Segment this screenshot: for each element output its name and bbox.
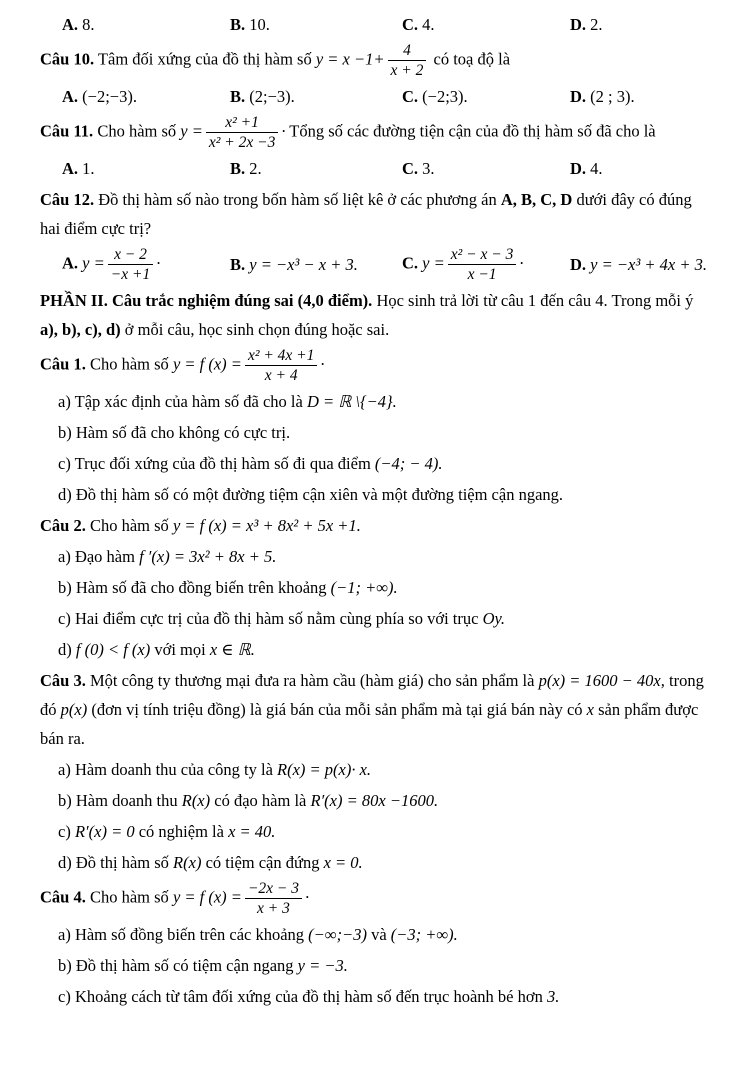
- option-label: A.: [62, 87, 79, 106]
- c2-item-b: [40, 573, 715, 602]
- c1-item-c: [40, 449, 715, 478]
- part2-items-bold: a), b), c), d): [40, 320, 121, 339]
- math-expr: (−3; +∞).: [390, 925, 458, 944]
- option-value: 2.: [249, 159, 262, 178]
- math-expr: y =: [82, 253, 105, 273]
- question-label: Câu 4.: [40, 887, 86, 907]
- frac-numerator: −2x − 3: [245, 879, 302, 899]
- question-text: Đồ thị hàm số nào trong bốn hàm số liệt kê ở các phương án: [98, 190, 497, 209]
- option-a: [62, 10, 230, 39]
- item-text: d): [58, 640, 72, 659]
- math-expr: (−∞;−3): [308, 925, 367, 944]
- option-c: [402, 82, 570, 111]
- math-expr: y = f (x) =: [172, 354, 242, 374]
- math-expr: y = −x³ + 4x + 3.: [590, 255, 708, 274]
- question-text: trong đó: [40, 671, 704, 719]
- math-expr: ·: [320, 354, 325, 374]
- math-expr: ·: [519, 253, 524, 273]
- math-expr: x = 40.: [228, 822, 276, 841]
- option-label: B.: [230, 15, 246, 34]
- option-label: D.: [570, 15, 587, 34]
- option-label: D.: [570, 255, 587, 274]
- c1-item-b: [40, 418, 715, 447]
- item-text: b) Hàm số đã cho không có cực trị.: [58, 423, 291, 442]
- question-text-bold: A, B, C, D: [500, 190, 573, 209]
- option-value: (−2;−3).: [82, 87, 137, 106]
- c3-item-c: [40, 817, 715, 846]
- math-expr: ·: [281, 121, 286, 141]
- question-label: Câu 11.: [40, 121, 94, 141]
- frac-numerator: x² − x − 3: [448, 245, 517, 265]
- question-label: Câu 3.: [40, 671, 86, 690]
- option-a: [62, 245, 230, 284]
- question-c2: [40, 511, 715, 540]
- question-12: [40, 185, 715, 243]
- answer-row-q10: [40, 82, 715, 111]
- option-label: B.: [230, 87, 246, 106]
- option-value: 1.: [82, 159, 95, 178]
- item-text: a) Hàm số đồng biến trên các khoảng: [58, 925, 305, 944]
- math-expr: R′(x) = 80x −1600.: [310, 791, 439, 810]
- item-text: d) Đồ thị hàm số có một đường tiệm cận xiên và một đường tiệm cận ngang.: [58, 485, 564, 504]
- option-label: C.: [402, 15, 419, 34]
- fraction: [245, 346, 317, 385]
- question-text: có toạ độ là: [433, 49, 511, 69]
- math-expr: D = ℝ \{−4}.: [306, 392, 397, 411]
- question-c4: [40, 879, 715, 918]
- option-label: C.: [402, 87, 419, 106]
- math-expr: y = f (x) = x³ + 8x² + 5x +1.: [172, 516, 361, 535]
- math-expr: y =: [422, 253, 445, 273]
- answer-row-q11: [40, 154, 715, 183]
- frac-numerator: x² +1: [206, 113, 278, 133]
- c4-item-a: [40, 920, 715, 949]
- math-expr: ·: [305, 887, 310, 907]
- option-d: [570, 10, 715, 39]
- question-text: Cho hàm số: [89, 516, 169, 535]
- math-expr: y = x −1+: [315, 49, 385, 69]
- option-a: [62, 82, 230, 111]
- item-text: d) Đồ thị hàm số: [58, 853, 169, 872]
- question-10: [40, 41, 715, 80]
- math-expr: x: [586, 700, 594, 719]
- math-expr: R′(x) = 0: [74, 822, 135, 841]
- option-label: C.: [402, 159, 419, 178]
- question-text: Cho hàm số: [89, 887, 169, 907]
- fraction: [448, 245, 517, 284]
- option-b: [230, 250, 402, 279]
- frac-denominator: x + 2: [390, 62, 424, 79]
- math-expr: (−4; − 4).: [374, 454, 443, 473]
- c2-item-a: [40, 542, 715, 571]
- option-value: 4.: [422, 15, 435, 34]
- question-text: (đơn vị tính triệu đồng) là giá bán của mỗi sản phẩm mà tại giá bán này có: [91, 700, 583, 719]
- frac-numerator: x − 2: [108, 245, 153, 265]
- question-text: Tổng số các đường tiện cận của đồ thị hàm số đã cho là: [289, 121, 656, 141]
- item-text: có đạo hàm là: [214, 791, 307, 810]
- item-text: và: [371, 925, 387, 944]
- frac-numerator: 4: [388, 41, 427, 61]
- option-label: B.: [230, 255, 246, 274]
- question-text: dưới đây có đúng hai điểm cực trị?: [40, 190, 692, 238]
- math-expr: R(x): [181, 791, 211, 810]
- question-c1: [40, 346, 715, 385]
- c3-item-d: [40, 848, 715, 877]
- option-d: [570, 82, 715, 111]
- math-expr: y =: [180, 121, 203, 141]
- math-expr: p(x): [60, 700, 88, 719]
- frac-denominator: x −1: [467, 266, 497, 283]
- option-c: [402, 154, 570, 183]
- option-label: A.: [62, 253, 79, 273]
- frac-denominator: −x +1: [110, 266, 151, 283]
- item-text: có nghiệm là: [138, 822, 224, 841]
- option-value: (2;−3).: [249, 87, 295, 106]
- item-text: b) Đồ thị hàm số có tiệm cận ngang: [58, 956, 294, 975]
- option-b: [230, 154, 402, 183]
- math-expr: 3.: [546, 987, 560, 1006]
- frac-denominator: x + 4: [264, 367, 298, 384]
- c3-item-b: [40, 786, 715, 815]
- option-value: 10.: [249, 15, 270, 34]
- math-expr: y = −3.: [297, 956, 348, 975]
- item-text: a) Đạo hàm: [58, 547, 135, 566]
- option-label: C.: [402, 253, 419, 273]
- math-expr: f ′(x) = 3x² + 8x + 5.: [139, 547, 277, 566]
- option-label: D.: [570, 87, 587, 106]
- option-label: A.: [62, 159, 79, 178]
- document-page: [40, 10, 715, 1011]
- frac-denominator: x + 3: [257, 900, 290, 917]
- item-text: c): [58, 822, 71, 841]
- option-d: [570, 250, 715, 279]
- option-label: D.: [570, 159, 587, 178]
- question-text: Cho hàm số: [89, 354, 169, 374]
- option-b: [230, 10, 402, 39]
- c1-item-a: [40, 387, 715, 416]
- fraction: [108, 245, 153, 284]
- part2-text: ở mỗi câu, học sinh chọn đúng hoặc sai.: [124, 320, 390, 339]
- fraction: [245, 879, 302, 918]
- math-expr: p(x) = 1600 − 40x,: [538, 671, 665, 690]
- c1-item-d: [40, 480, 715, 509]
- question-text: Cho hàm số: [97, 121, 177, 141]
- option-d: [570, 154, 715, 183]
- question-label: Câu 12.: [40, 190, 95, 209]
- question-label: Câu 2.: [40, 516, 86, 535]
- c4-item-b: [40, 951, 715, 980]
- option-value: (2 ; 3).: [590, 87, 635, 106]
- c2-item-c: [40, 604, 715, 633]
- option-value: 2.: [590, 15, 603, 34]
- option-b: [230, 82, 402, 111]
- fraction: [206, 113, 278, 152]
- option-value: 8.: [82, 15, 95, 34]
- question-text: Tâm đối xứng của đồ thị hàm số: [97, 49, 312, 69]
- option-label: B.: [230, 159, 246, 178]
- fraction: [388, 41, 427, 80]
- option-c: [402, 10, 570, 39]
- option-value: (−2;3).: [422, 87, 468, 106]
- math-expr: R(x): [173, 853, 202, 872]
- math-expr: x = 0.: [323, 853, 363, 872]
- part2-heading: [40, 286, 715, 344]
- option-value: 4.: [590, 159, 603, 178]
- answer-row-q12: [40, 245, 715, 284]
- item-text: c) Hai điểm cực trị của đồ thị hàm số nằm cùng phía so với trục: [58, 609, 479, 628]
- math-expr: f (0) < f (x): [75, 640, 151, 659]
- frac-numerator: x² + 4x +1: [245, 346, 317, 366]
- question-text: Một công ty thương mại đưa ra hàm cầu (hàm giá) cho sản phẩm là: [89, 671, 535, 690]
- item-text: c) Khoảng cách từ tâm đối xứng của đồ thị hàm số đến trục hoành bé hơn: [58, 987, 543, 1006]
- math-expr: y = −x³ − x + 3.: [249, 255, 358, 274]
- item-text: b) Hàm doanh thu: [58, 791, 178, 810]
- question-label: Câu 1.: [40, 354, 86, 374]
- option-a: [62, 154, 230, 183]
- c2-item-d: [40, 635, 715, 664]
- item-text: có tiệm cận đứng: [205, 853, 320, 872]
- answer-row-previous: [40, 10, 715, 39]
- item-text: với mọi: [154, 640, 206, 659]
- part2-text: Học sinh trả lời từ câu 1 đến câu 4. Trong mỗi ý: [376, 291, 694, 310]
- item-text: b) Hàm số đã cho đồng biến trên khoảng: [58, 578, 327, 597]
- math-expr: (−1; +∞).: [330, 578, 398, 597]
- item-text: c) Trục đối xứng của đồ thị hàm số đi qua điểm: [58, 454, 371, 473]
- item-text: a) Tập xác định của hàm số đã cho là: [58, 392, 303, 411]
- math-expr: R(x) = p(x)· x.: [277, 760, 372, 779]
- c4-item-c: [40, 982, 715, 1011]
- option-label: A.: [62, 15, 79, 34]
- frac-denominator: x² + 2x −3: [208, 134, 276, 151]
- option-value: 3.: [422, 159, 435, 178]
- math-expr: x ∈ ℝ.: [209, 640, 255, 659]
- option-c: [402, 245, 570, 284]
- math-expr: Oy.: [482, 609, 506, 628]
- question-c3: [40, 666, 715, 753]
- part2-title: PHẦN II. Câu trắc nghiệm đúng sai (4,0 điểm).: [40, 291, 373, 310]
- math-expr: y = f (x) =: [172, 887, 242, 907]
- math-expr: ·: [156, 253, 161, 273]
- question-label: Câu 10.: [40, 49, 95, 69]
- question-text: sản phẩm được bán ra.: [40, 700, 699, 748]
- item-text: a) Hàm doanh thu của công ty là: [58, 760, 273, 779]
- question-11: [40, 113, 715, 152]
- c3-item-a: [40, 755, 715, 784]
